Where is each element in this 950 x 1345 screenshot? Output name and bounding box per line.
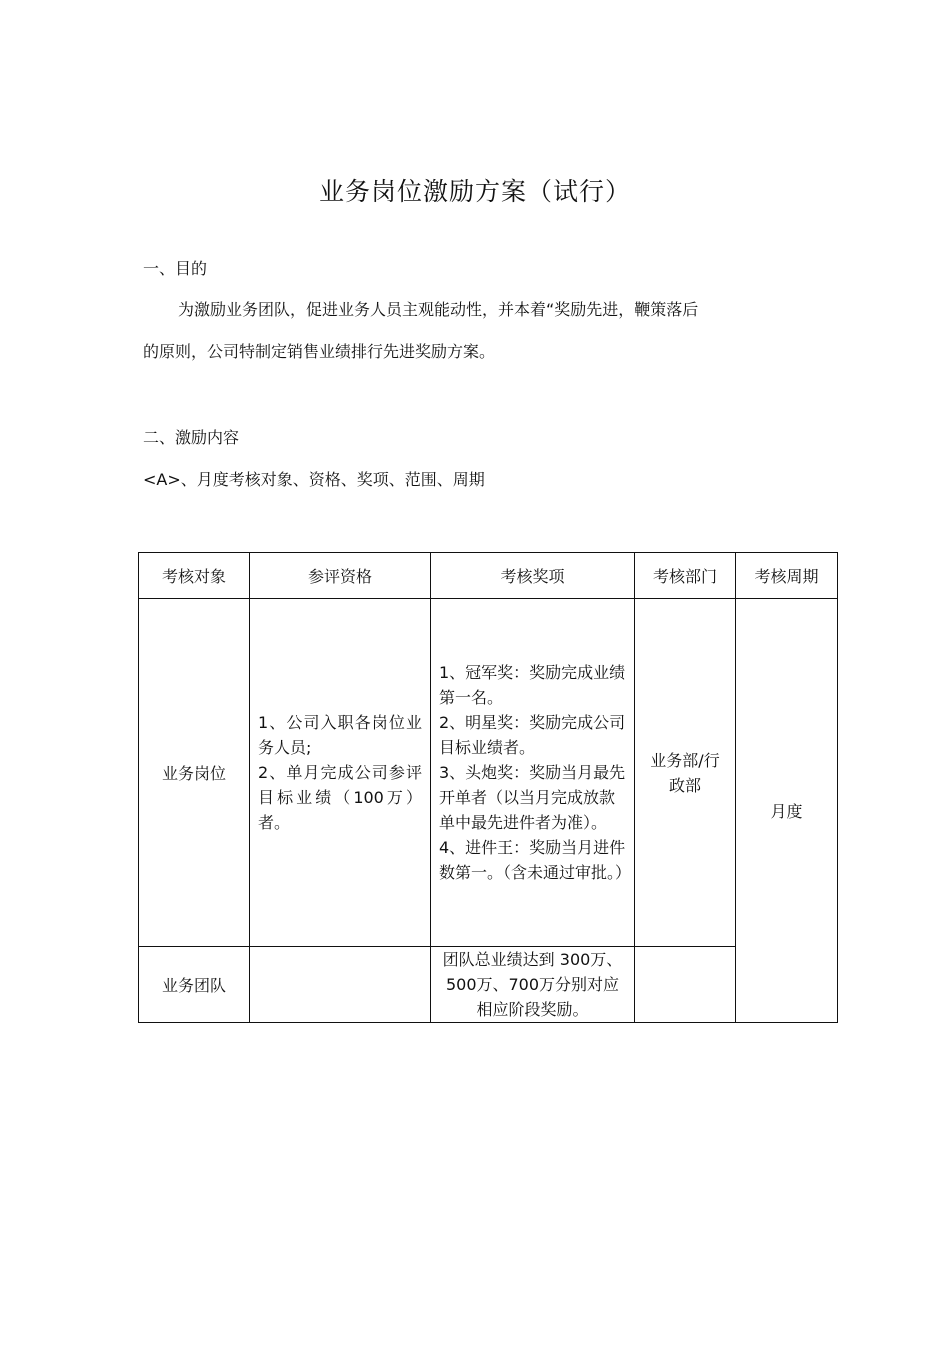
section-1-paragraph-line-2: 的原则，公司特制定销售业绩排行先进奖励方案。 <box>143 342 496 361</box>
award-item-4: 4、进件王：奖励当月进件数第一。（含未通过审批。） <box>439 838 632 882</box>
table-header-row <box>139 553 838 599</box>
award-item-3: 3、头炮奖：奖励当月最先开单者（以当月完成放款单中最先进件者为准）。 <box>439 763 626 832</box>
cell-object: 业务岗位 <box>139 599 250 947</box>
cell-period: 月度 <box>736 599 838 1023</box>
section-1-paragraph-line-1: 为激励业务团队，促进业务人员主观能动性，并本着“奖励先进，鞭策落后 <box>178 300 699 319</box>
header-department: 考核部门 <box>635 553 736 599</box>
qualification-item-2: 2、单月完成公司参评目标业绩（100万）者。 <box>258 763 422 832</box>
header-period: 考核周期 <box>736 553 838 599</box>
cell-object: 业务团队 <box>139 947 250 1023</box>
cell-qualification <box>250 599 431 947</box>
header-object: 考核对象 <box>139 553 250 599</box>
qualification-item-1: 1、公司入职各岗位业务人员; <box>258 713 422 757</box>
section-2-heading: 二、激励内容 <box>143 428 240 447</box>
section-2-subheading: <A>、月度考核对象、资格、奖项、范围、周期 <box>143 470 485 489</box>
award-item-1: 1、冠军奖：奖励完成业绩第一名。 <box>439 663 626 707</box>
header-awards: 考核奖项 <box>431 553 635 599</box>
header-qualification: 参评资格 <box>250 553 431 599</box>
cell-awards <box>431 599 635 947</box>
assessment-table <box>138 552 838 1023</box>
table-row <box>139 947 838 1023</box>
award-item-2: 2、明星奖：奖励完成公司目标业绩者。 <box>439 713 626 757</box>
section-1-heading: 一、目的 <box>143 259 208 278</box>
cell-department: 业务部/行政部 <box>635 599 736 947</box>
cell-qualification <box>250 947 431 1023</box>
table-row <box>139 599 838 947</box>
cell-awards: 团队总业绩达到 300万、500万、700万分别对应相应阶段奖励。 <box>431 947 635 1023</box>
document-title: 业务岗位激励方案（试行） <box>318 177 631 206</box>
cell-department <box>635 947 736 1023</box>
